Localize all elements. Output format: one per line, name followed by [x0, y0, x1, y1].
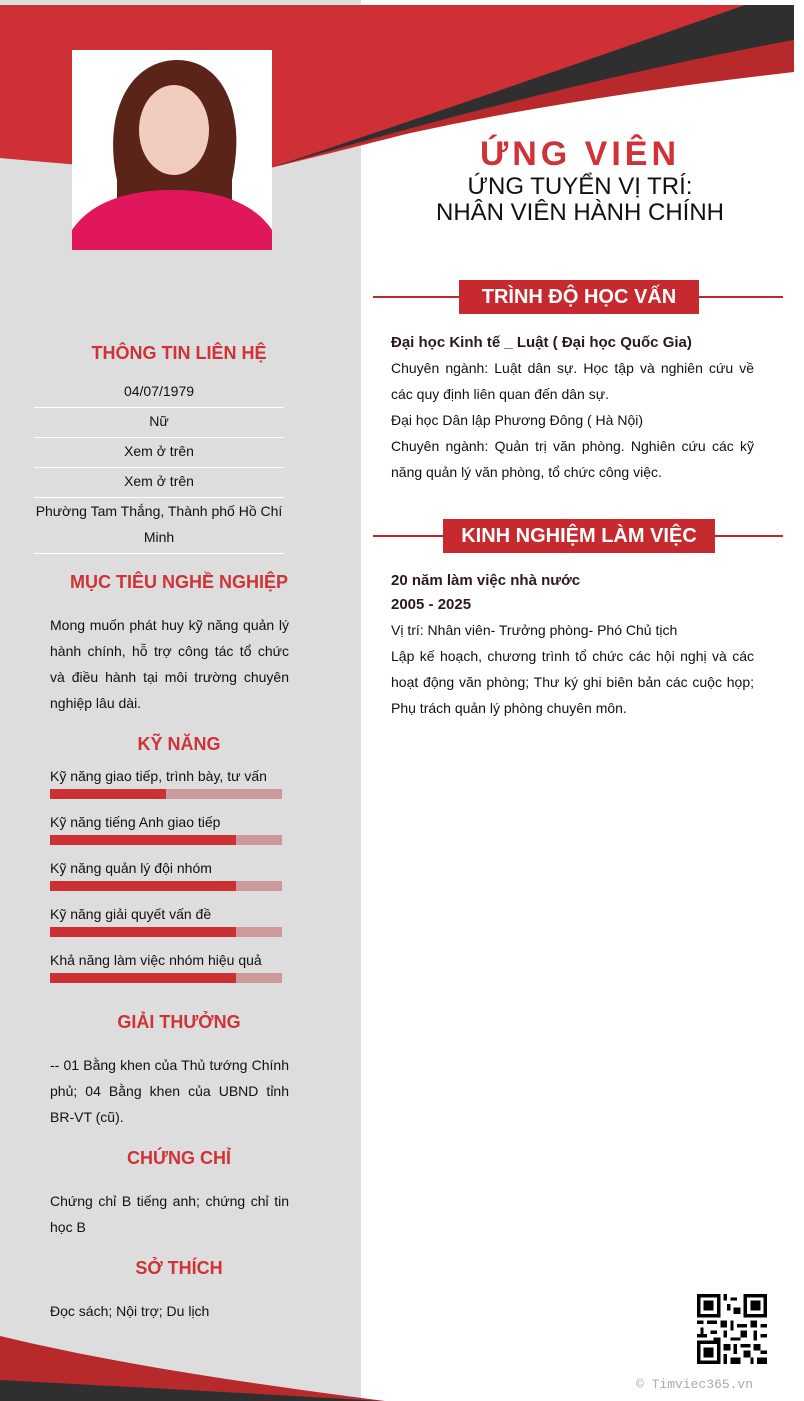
apply-position-label: ỨNG TUYỂN VỊ TRÍ: — [467, 173, 693, 200]
candidate-name: ỨNG VIÊN — [479, 135, 680, 173]
hobbies-text: Đọc sách; Nội trợ; Du lịch — [50, 1303, 210, 1319]
contact-heading: THÔNG TIN LIÊN HỆ — [91, 343, 267, 363]
awards-text: -- 01 Bằng khen của Thủ tướng Chính phủ; 04 Bằng khen của UBND tỉnh BR-VT (cũ). — [50, 1057, 289, 1125]
objective-heading: MỤC TIÊU NGHỀ NGHIỆP — [69, 572, 288, 592]
copyright-footer: © Timviec365.vn — [636, 1377, 754, 1392]
certificates-heading: CHỨNG CHỈ — [127, 1148, 231, 1168]
education-heading: TRÌNH ĐỘ HỌC VẤN — [459, 280, 699, 314]
person-portrait-icon — [72, 50, 272, 250]
skill-item — [50, 766, 282, 812]
apply-position-value: NHÂN VIÊN HÀNH CHÍNH — [435, 199, 725, 226]
education-line: Chuyên ngành: Quản trị văn phòng. Nghiên cứu các kỹ năng quản lý văn phòng, tổ chức công việc. — [391, 438, 754, 480]
experience-position: Vị trí: Nhân viên- Trưởng phòng- Phó Chủ tịch — [391, 622, 678, 638]
contact-phone: Xem ở trên — [34, 438, 284, 468]
skill-label: Kỹ năng giao tiếp, trình bày, tư vấn — [50, 768, 267, 784]
experience-description: Lập kế hoạch, chương trình tổ chức các hội nghị và các hoạt động văn phòng; Thư ký ghi biên bản các cuộc họp; Phụ trách quản lý phòng chuyên môn. — [391, 648, 754, 716]
skill-bar-fill — [50, 973, 236, 983]
skill-bar — [50, 927, 282, 937]
contact-email: Xem ở trên — [34, 468, 284, 498]
skill-bar — [50, 789, 282, 799]
skills-heading: KỸ NĂNG — [137, 734, 221, 754]
skill-bar-fill — [50, 927, 236, 937]
experience-company: 20 năm làm việc nhà nước — [391, 572, 581, 589]
skill-item — [50, 904, 282, 950]
skill-bar-fill — [50, 881, 236, 891]
certificates-text: Chứng chỉ B tiếng anh; chứng chỉ tin học B — [50, 1193, 289, 1235]
contact-list — [34, 378, 284, 554]
contact-birthdate: 04/07/1979 — [34, 378, 284, 408]
candidate-photo — [72, 50, 272, 250]
skill-item — [50, 950, 282, 996]
skill-label: Kỹ năng giải quyết vấn đề — [50, 906, 212, 922]
skills-list — [50, 766, 282, 996]
awards-heading: GIẢI THƯỞNG — [117, 1012, 241, 1032]
experience-heading: KINH NGHIỆM LÀM VIỆC — [443, 519, 715, 553]
skill-bar-fill — [50, 835, 236, 845]
skill-bar — [50, 835, 282, 845]
contact-gender: Nữ — [34, 408, 284, 438]
skill-item — [50, 812, 282, 858]
skill-bar — [50, 973, 282, 983]
qr-code-icon — [697, 1294, 767, 1364]
skill-bar-fill — [50, 789, 166, 799]
education-school: Đại học Kinh tế _ Luật ( Đại học Quốc Gia) — [391, 334, 692, 351]
qr-code — [697, 1294, 767, 1364]
hero-title — [380, 134, 780, 226]
experience-section-header — [373, 519, 783, 553]
skill-label: Khả năng làm việc nhóm hiệu quả — [50, 952, 262, 968]
education-line: Đại học Dân lập Phương Đông ( Hà Nội) — [391, 412, 644, 428]
hobbies-heading: SỞ THÍCH — [135, 1258, 223, 1278]
experience-period: 2005 - 2025 — [391, 596, 472, 613]
education-line: Chuyên ngành: Luật dân sự. Học tập và nghiên cứu về các quy định liên quan đến dân sự. — [391, 360, 754, 402]
experience-content — [391, 569, 754, 721]
skill-bar — [50, 881, 282, 891]
contact-address: Phường Tam Thắng, Thành phố Hồ Chí Minh — [34, 498, 284, 554]
education-content — [391, 331, 754, 485]
skill-label: Kỹ năng quản lý đội nhóm — [50, 860, 212, 876]
objective-text: Mong muốn phát huy kỹ năng quản lý hành chính, hỗ trợ công tác tổ chức và điều hành tại môi trường chuyên nghiệp lâu dài. — [50, 617, 289, 711]
skill-item — [50, 858, 282, 904]
education-section-header — [373, 280, 783, 314]
skill-label: Kỹ năng tiếng Anh giao tiếp — [50, 814, 221, 830]
